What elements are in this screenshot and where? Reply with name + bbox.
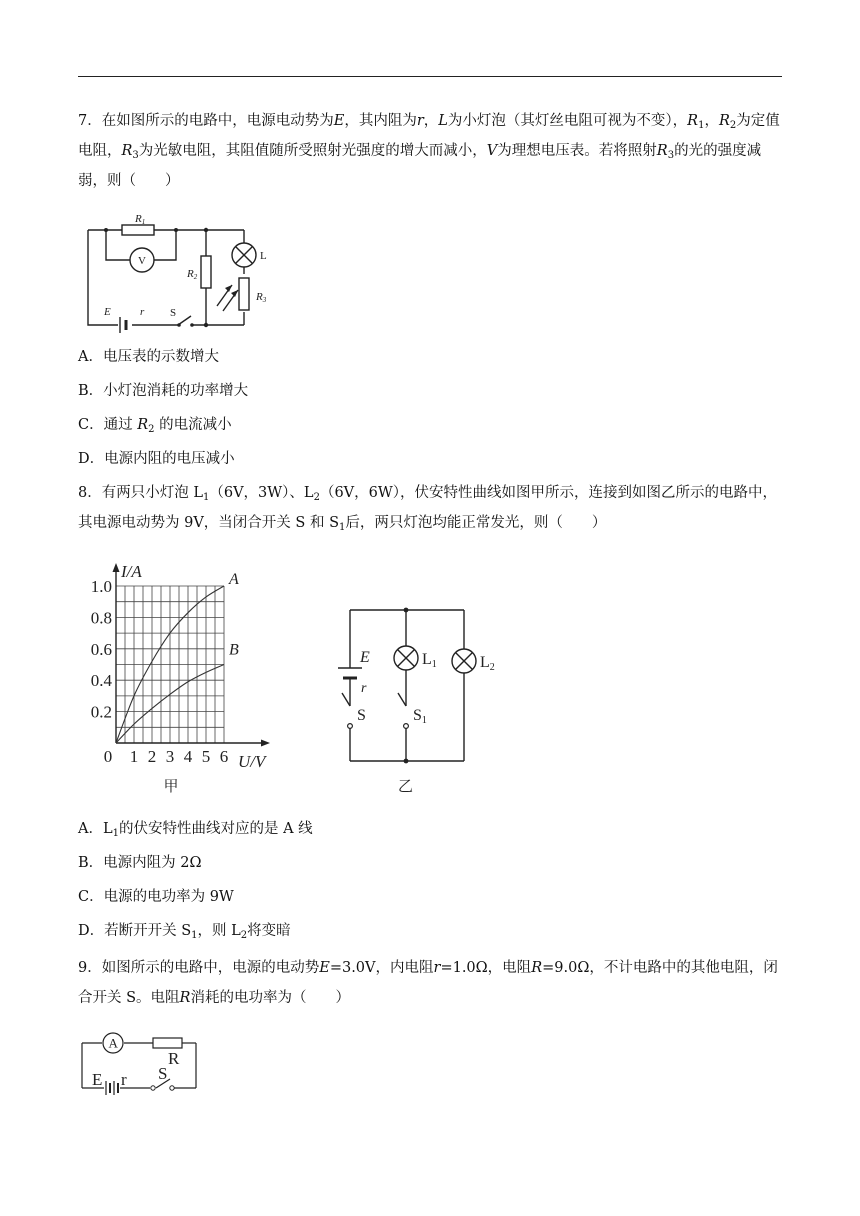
q7-fig-label-R3: R3	[256, 291, 267, 304]
question-9-stem: 9．如图所示的电路中，电源的电动势E=3.0V，内电阻r=1.0Ω，电阻R=9.0Ω，不计电路中的其他电阻，闭合开关 S。电阻R消耗的电功率为（ ）	[78, 960, 778, 1006]
q8-iv-graph	[78, 555, 288, 800]
graph-caption: 甲	[163, 779, 179, 795]
graph-y-label: I/A	[121, 562, 142, 581]
question-8-stem: 8．有两只小灯泡 $L_1(6V$，3W）、$L_2(6V$，6W），伏安特性曲线如图甲所示，连接到如图乙所示的电路中，其电源电动势为 9V，当闭合开关 S 和 $S_1$后，两只灯泡均能正常发光，则（ ）	[78, 485, 778, 533]
x-tick-label: 5	[201, 747, 211, 766]
q9-fig-label-S: S	[158, 1064, 168, 1083]
y-tick-label: 0.6	[90, 639, 112, 659]
q7-fig-label-S: S	[170, 307, 177, 319]
header-rule	[78, 76, 782, 77]
curve-B-label: B	[229, 641, 239, 659]
q7-fig-label-E: E	[104, 306, 111, 318]
graph-y-arrow	[113, 563, 120, 572]
x-tick-label: 6	[219, 747, 229, 766]
question-9-circuit-figure	[78, 1028, 208, 1096]
y-tick-label: 0.4	[90, 671, 112, 691]
q9-fig-label-R: R	[168, 1049, 180, 1068]
x-tick-label: 0	[103, 747, 113, 766]
q7-option-d: D．电源内阻的电压减小	[78, 451, 235, 467]
q8-fig-label-E: E	[360, 649, 370, 666]
x-tick-label: 1	[129, 747, 139, 766]
q7-fig-label-R1: R1	[135, 213, 146, 226]
q8-option-a: A．$L_1$的伏安特性曲线对应的是 A 线	[78, 821, 313, 839]
q8-circuit-figure	[330, 598, 520, 798]
q7-option-a: A．电压表的示数增大	[78, 349, 219, 365]
q8-option-c: C．电源的电功率为 9W	[78, 889, 234, 905]
q9-fig-label-A: A	[108, 1035, 118, 1051]
q8-option-b: B．电源内阻为 2Ω	[78, 855, 202, 871]
q8-option-d: D．若断开开关 $S_1$，则 $L_2$将变暗	[78, 923, 291, 941]
x-tick-label: 3	[165, 747, 175, 766]
graph-x-arrow	[261, 740, 270, 747]
q8-fig-label-S: S	[357, 707, 366, 724]
question-7-circuit-figure	[78, 208, 288, 333]
q9-fig-label-r: r	[121, 1070, 127, 1089]
q7-option-b: B．小灯泡消耗的功率增大	[78, 383, 249, 399]
q8-fig-label-S1: S1	[413, 707, 427, 726]
y-tick-label: 0.2	[90, 702, 112, 722]
q8-fig-label-L1: L1	[422, 651, 437, 670]
q7-option-c: C．通过 $R_2$ 的电流减小	[78, 417, 232, 435]
q7-fig-label-r: r	[140, 306, 145, 318]
y-tick-label: 0.8	[90, 608, 112, 628]
q7-fig-label-L: L	[260, 250, 267, 262]
q8-fig-label-L2: L2	[480, 654, 495, 673]
graph-x-label: U/V	[238, 752, 266, 771]
x-tick-label: 2	[147, 747, 157, 766]
x-tick-label: 4	[183, 747, 193, 766]
q7-fig-label-R2: R2	[187, 268, 198, 281]
q8-circuit-caption: 乙	[398, 779, 414, 795]
y-tick-label: 1.0	[90, 577, 112, 596]
q7-fig-label-V: V	[138, 255, 146, 267]
curve-A-label: A	[229, 571, 239, 588]
question-7-stem: 7．在如图所示的电路中，电源电动势为E，其内阻为r，L为小灯泡（其灯丝电阻可视为不变），$R_1$，$R_2$为定值电阻，$R_3$为光敏电阻，其阻值随所受照射光强度的增大而减小，V为理想电压表。若将照射$R_3$的光的强度减弱，则（ ）	[78, 113, 780, 189]
q8-fig-label-r: r	[361, 681, 367, 696]
q9-fig-label-E: E	[92, 1070, 103, 1089]
